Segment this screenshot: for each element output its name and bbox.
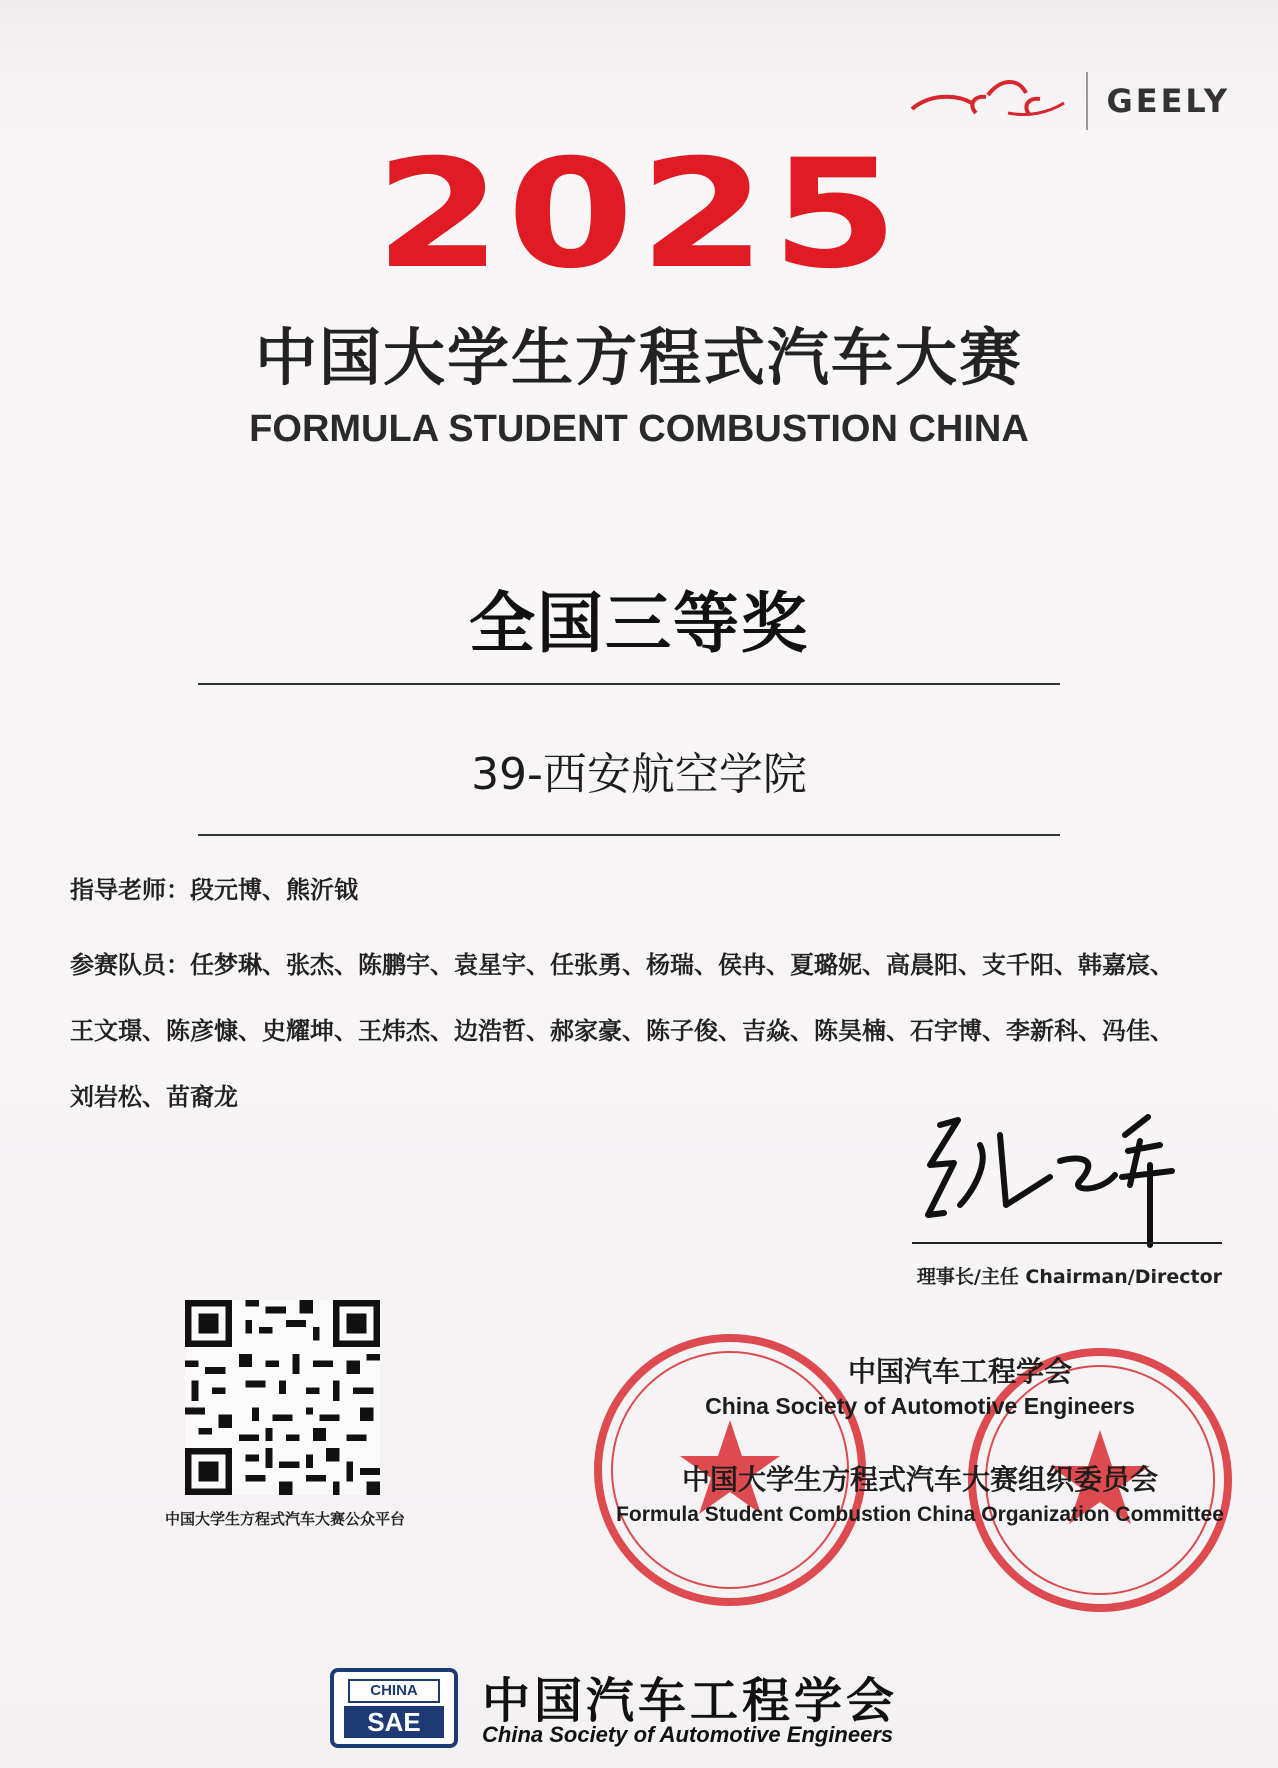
china-sae-logo	[330, 1668, 458, 1748]
logo-divider	[1086, 72, 1088, 130]
event-title-cn: 中国大学生方程式汽车大赛	[254, 321, 1023, 394]
award-title: 全国三等奖	[469, 585, 809, 662]
org2-name-cn: 中国大学生方程式汽车大赛组织委员会	[681, 1463, 1158, 1496]
header-logos	[908, 72, 1230, 130]
signature-title: 理事长/主任 Chairman/Director	[916, 1266, 1222, 1288]
org1-name-en: China Society of Automotive Engineers	[705, 1393, 1135, 1419]
signature-line	[912, 1242, 1222, 1244]
qr-code-icon	[185, 1300, 380, 1495]
event-title-en: FORMULA STUDENT COMBUSTION CHINA	[249, 408, 1029, 450]
org2-name-en: Formula Student Combustion China Organization Committee	[616, 1503, 1224, 1526]
fsc-logo-icon	[908, 73, 1068, 129]
event-year: 2025	[374, 128, 904, 302]
footer-name-cn: 中国汽车工程学会	[482, 1673, 899, 1729]
members-line: 参赛队员：任梦琳、张杰、陈鹏宇、袁星宇、任张勇、杨瑞、侯冉、夏璐妮、高晨阳、支千阳、韩嘉宸、王文璟、陈彦慷、史耀坤、王炜杰、边浩哲、郝家豪、陈子俊、吉焱、陈昊楠、石宇博、李新科、冯佳、刘岩松、苗裔龙	[70, 951, 1174, 1111]
geely-logo: GEELY	[1106, 82, 1230, 120]
divider-bottom	[198, 834, 1060, 836]
sae-badge-top: CHINA	[348, 1679, 440, 1703]
advisor-line: 指导老师：段元博、熊沂钺	[70, 876, 358, 904]
qr-caption: 中国大学生方程式汽车大赛公众平台	[164, 1510, 405, 1528]
divider-top	[198, 683, 1060, 685]
signature-icon	[910, 1105, 1230, 1255]
sae-badge-bottom: SAE	[344, 1706, 444, 1738]
org1-name-cn: 中国汽车工程学会	[847, 1355, 1072, 1388]
footer-name-en: China Society of Automotive Engineers	[482, 1722, 894, 1747]
team-name: 39-西安航空学院	[471, 749, 807, 800]
